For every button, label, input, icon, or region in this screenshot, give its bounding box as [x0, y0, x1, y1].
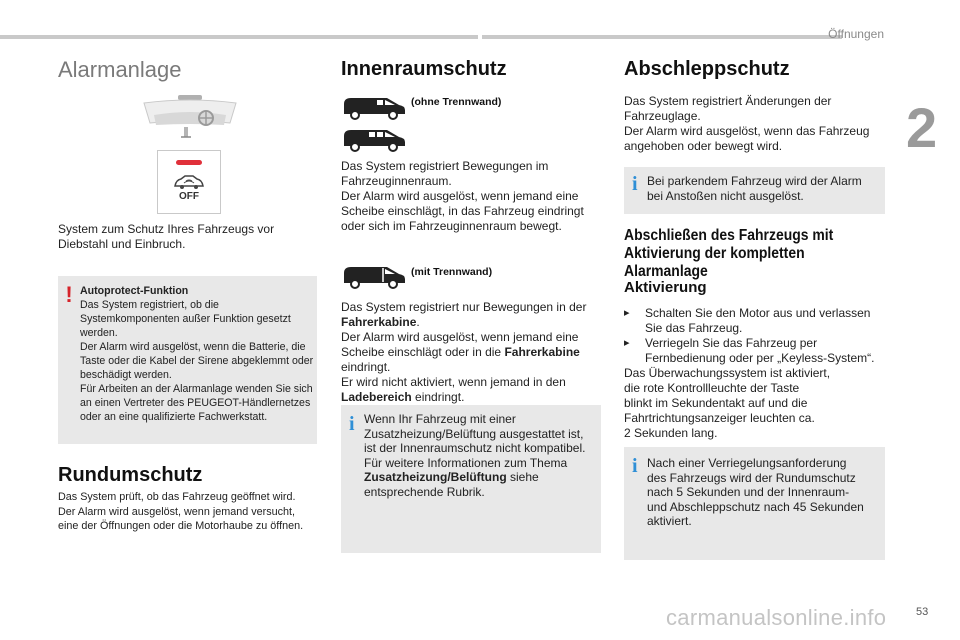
step-line: ▸ Schalten Sie den Motor aus und verlassen [645, 306, 871, 320]
aktivierung-line: blinkt im Sekundentakt auf und die [624, 396, 808, 410]
label-ohne-trennwand: (ohne Trennwand) [411, 96, 502, 108]
innen-para1-line: Scheibe einschlägt, in das Fahrzeug eindringt [341, 204, 584, 218]
lock-title-line: Aktivierung der kompletten Alarmanlage [624, 244, 805, 280]
abschlepp-line: angehoben oder bewegt wird. [624, 139, 783, 153]
abschlepp-line: Fahrzeuglage. [624, 109, 701, 123]
lock-info-line: Nach einer Verriegelungsanforderung [647, 456, 847, 470]
innen-para2-line: Der Alarm wird ausgelöst, wenn jemand eine [341, 330, 579, 344]
abschlepp-line: Das System registriert Änderungen der [624, 94, 832, 108]
aktivierung-line: Das Überwachungssystem ist aktiviert, [624, 366, 831, 380]
innen-para2-line [341, 390, 599, 405]
innen-para2-line: Das System registriert nur Bewegungen in der [341, 300, 587, 314]
alarm-off-button-illustration [157, 150, 221, 214]
parking-info-line: bei Anstoßen nicht ausgelöst. [647, 188, 804, 203]
innen-para1 [341, 159, 596, 234]
heating-info-line [364, 470, 598, 485]
innen-para2-text: . [416, 315, 420, 329]
step-line: ▸ Verriegeln Sie das Fahrzeug per [645, 336, 818, 350]
heating-info-line: ist der Innenraumschutz nicht kompatibel. [364, 441, 586, 455]
ladebereich-bold: Ladebereich [341, 390, 412, 404]
autoprotect-line: oder an eine qualifizierte Fachwerkstatt. [80, 411, 268, 423]
parking-info-line: Bei parkendem Fahrzeug wird der Alarm [647, 174, 862, 188]
autoprotect-title: Autoprotect-Funktion [80, 285, 189, 297]
heating-info-line: Wenn Ihr Fahrzeug mit einer [364, 412, 516, 426]
exclamation-icon: ! [65, 282, 73, 307]
abschlepp-text [624, 94, 884, 154]
lock-title-line: Abschließen des Fahrzeugs mit [624, 227, 834, 244]
alarm-intro: System zum Schutz Ihres Fahrzeugs vor Diebstahl und Einbruch. [58, 222, 275, 251]
innen-para2-line: Er wird nicht aktiviert, wenn jemand in den [341, 375, 566, 389]
fahrerkabine-bold: Fahrerkabine [504, 345, 580, 359]
rundum-line: Der Alarm wird ausgelöst, wenn jemand versucht, [58, 505, 296, 518]
heating-info-box [341, 405, 601, 553]
page-number: 53 [916, 606, 929, 618]
info-icon: i [349, 413, 355, 435]
innen-para2-text: Scheibe einschlägt oder in die [341, 345, 505, 359]
lock-section-title [624, 227, 885, 280]
heating-info-line: Zusatzheizung/Belüftung ausgestattet ist, [364, 426, 584, 441]
innen-para2-text: eindringt. [411, 390, 465, 404]
car-alarm-icon [172, 173, 206, 191]
lock-info-line: und Abschleppschutz nach 45 Sekunden [647, 499, 864, 514]
autoprotect-line: Systemkomponenten außer Funktion gesetzt [80, 313, 291, 325]
info-icon: i [632, 173, 638, 195]
heating-info-text [364, 412, 598, 499]
autoprotect-line: Für Arbeiten an der Alarmanlage wenden Sie sich [80, 383, 313, 395]
step-line: Sie das Fahrzeug. [645, 321, 743, 335]
step-line: Fernbedienung oder per „Keyless-System“. [645, 351, 875, 365]
aktivierung-steps [624, 306, 886, 441]
innen-para2-line [341, 315, 599, 330]
lock-info-text [647, 456, 881, 529]
heating-bold: Zusatzheizung/Belüftung [364, 470, 507, 484]
lock-info-box [624, 447, 885, 560]
autoprotect-line: werden. [80, 327, 118, 339]
lock-info-line: aktiviert. [647, 514, 692, 528]
rundum-line: eine der Öffnungen oder die Motorhaube zu öffnen. [58, 520, 304, 532]
autoprotect-warning-box [58, 276, 317, 444]
van-icon-with-partition [341, 261, 409, 291]
autoprotect-line: Taste oder die Kabel der Sirene abgeklemmt oder [80, 355, 314, 367]
aktivierung-subtitle: Aktivierung [624, 279, 707, 296]
step-item [624, 336, 886, 366]
autoprotect-line: Der Alarm wird ausgelöst, wenn die Batterie, die [80, 341, 306, 353]
aktivierung-line: 2 Sekunden lang. [624, 426, 718, 440]
innen-para2 [341, 300, 599, 405]
chapter-title: Öffnungen [828, 27, 884, 41]
info-icon: i [632, 455, 638, 477]
innen-para1-line: Der Alarm wird ausgelöst, wenn jemand eine [341, 189, 579, 203]
aktivierung-line: die rote Kontrollleuchte der Taste [624, 381, 800, 395]
parking-info-text [647, 174, 881, 203]
autoprotect-line: Das System registriert, ob die [80, 299, 219, 311]
step-item [624, 306, 886, 336]
header-rule-left [0, 35, 478, 39]
chapter-number: 2 [906, 96, 938, 159]
innen-para1-line: Fahrzeuginnenraum. [341, 174, 452, 188]
innen-para1-line: Das System registriert Bewegungen im [341, 159, 549, 173]
parking-info-box [624, 167, 885, 214]
autoprotect-text [80, 284, 314, 424]
label-mit-trennwand: (mit Trennwand) [411, 266, 493, 278]
lock-info-line: nach 5 Sekunden und der Innenraum- [647, 485, 850, 499]
van-icon-no-partition [341, 92, 409, 122]
abschlepp-line: Der Alarm wird ausgelöst, wenn das Fahrzeug [624, 124, 870, 138]
alarm-title: Alarmanlage [58, 57, 182, 82]
van-icon-no-partition-long [341, 124, 409, 154]
abschleppschutz-title: Abschleppschutz [624, 58, 790, 80]
heating-info-text-rest: siehe [506, 470, 539, 484]
rundumschutz-title: Rundumschutz [58, 464, 203, 486]
rundumschutz-text [58, 490, 320, 534]
alarm-button-label: OFF [179, 191, 199, 202]
roof-console-illustration [140, 93, 240, 143]
watermark-text: carmanualsonline.info [666, 605, 887, 630]
innen-para2-line: eindringt. [341, 360, 391, 374]
heating-info-line: entsprechende Rubrik. [364, 484, 485, 499]
autoprotect-line: an einen Vertreter des PEUGEOT-Händlernetzes [80, 397, 311, 409]
rundum-line: Das System prüft, ob das Fahrzeug geöffnet wird. [58, 491, 296, 503]
lock-info-line: des Fahrzeugs wird der Rundumschutz [647, 470, 856, 485]
innen-para1-line: oder sich im Fahrzeuginnenraum bewegt. [341, 219, 562, 233]
heating-info-line: Für weitere Informationen zum Thema [364, 455, 568, 470]
fahrerkabine-bold: Fahrerkabine [341, 315, 417, 329]
autoprotect-line: beschädigt werden. [80, 369, 172, 381]
aktivierung-line: Fahrtrichtungsanzeiger leuchten ca. [624, 411, 815, 425]
header-rule-right [482, 35, 842, 39]
innenraumschutz-title: Innenraumschutz [341, 58, 507, 80]
alarm-led-indicator [176, 160, 202, 165]
innen-para2-line [341, 345, 599, 360]
